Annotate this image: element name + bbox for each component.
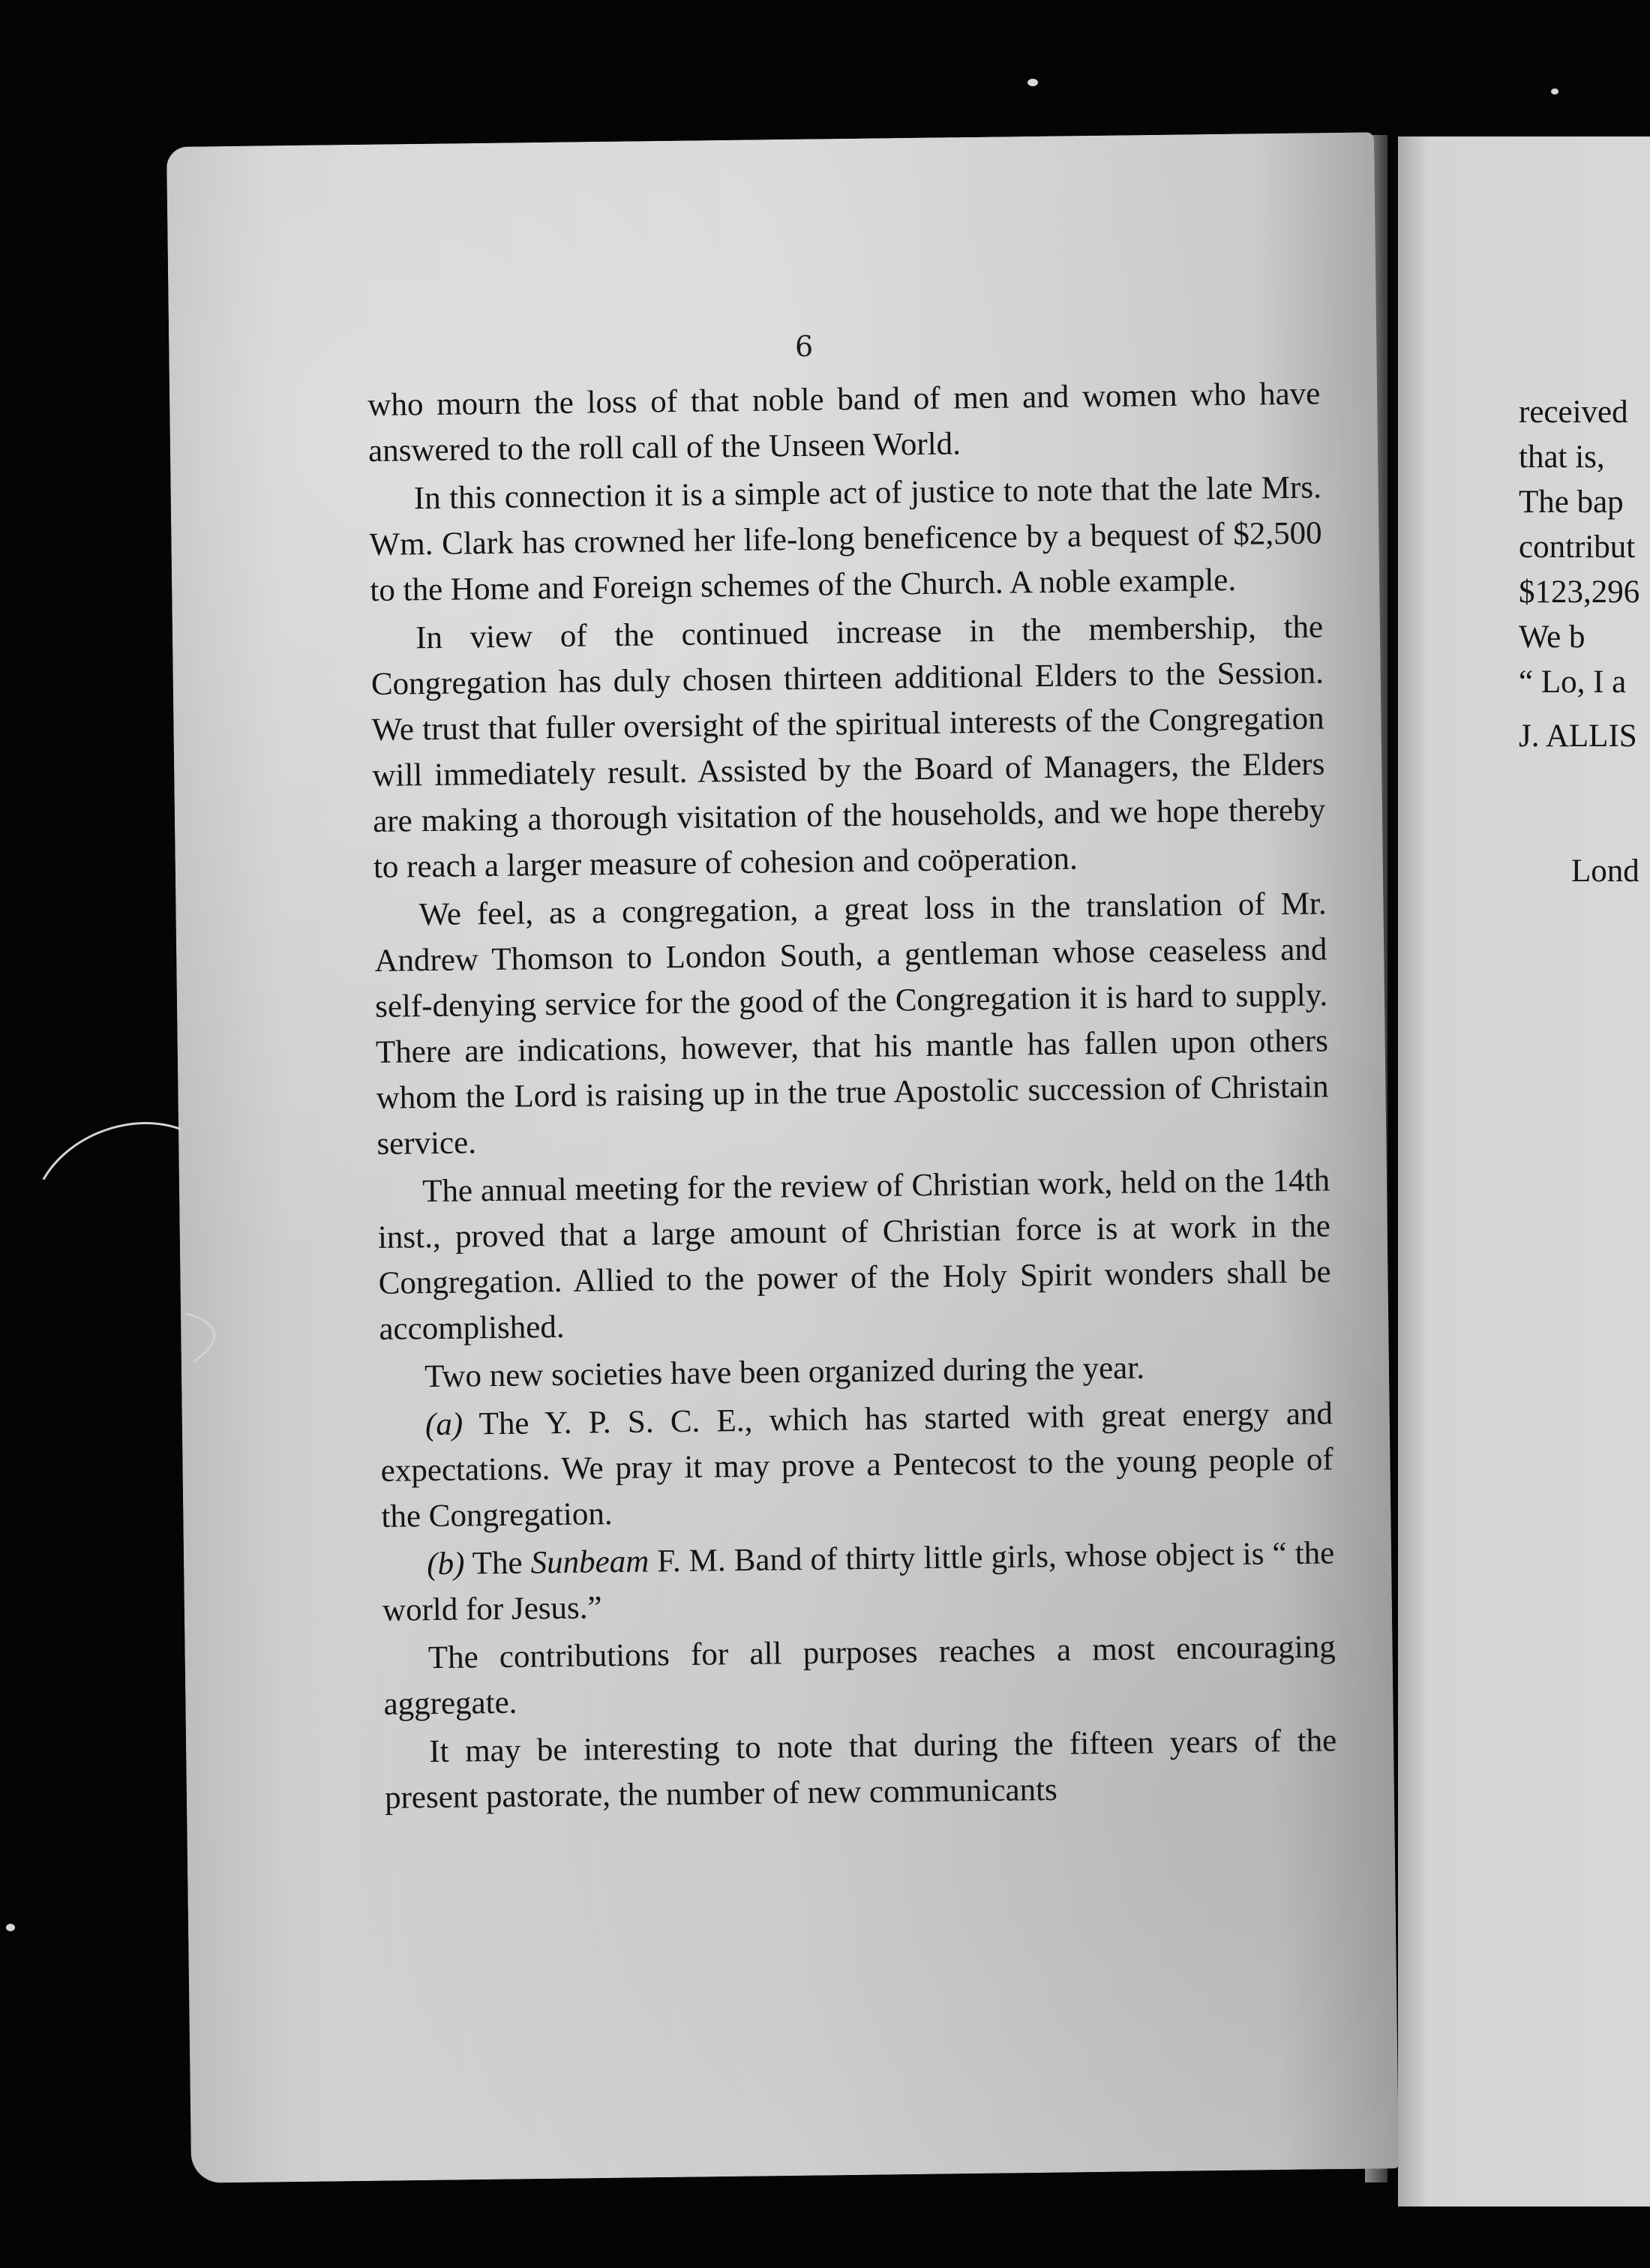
facing-fragment: The bap [1519,484,1624,520]
list-item-a [380,1390,1334,1540]
page-body-text [368,370,1337,1822]
facing-page-text [1519,390,1650,894]
item-marker-a: (a) [424,1406,464,1443]
dust-speck [1551,88,1558,94]
facing-fragment: $123,296 [1519,574,1640,610]
facing-fragment: Lond [1571,854,1640,889]
facing-fragment: J. ALLIS [1519,718,1637,754]
paragraph-clark-bequest: In this connection it is a simple act of justice to note that the late Mrs. Wm. Clark has crowned her life-long beneficence by a bequest of $2,500 to the Home and Foreign schemes of the Church. A noble example. [369,470,1322,608]
item-text-b-italic: Sunbeam [530,1544,650,1581]
list-item-b [382,1530,1335,1634]
paragraph-continuation: who mourn the loss of that noble band of men and women who have answered to the roll call of the Unseen World. [368,376,1321,469]
paragraph-elders: In view of the continued increase in the membership, the Congregation has duly chosen thirteen additional Elders to the Session. We trust that fuller oversight of the spiritual interests of the Congregation will immediately result. Assisted by the Board of Managers, the Elders are making a thorough visitation of the households, and we hope thereby to reach a larger measure of cohesion and coöperation. [370,609,1326,885]
paragraph-contributions: The contributions for all purposes reaches a most encouraging aggregate. [383,1629,1336,1722]
paragraph-thomson: We feel, as a congregation, a great loss in the translation of Mr. Andrew Thomson to London South, a gentleman whose ceaseless and self-denying service for the good of the Congregation it is hard to supply. There are indications, however, that his mantle has fallen upon others whom the Lord is raising up in the true Apostolic succession of Christain service. [374,886,1329,1162]
item-text-b-after: F. M. Band of thirty little girls, whose object is “ the world for Jesus.” [382,1535,1335,1628]
item-marker-b: (b) [426,1546,465,1582]
facing-fragment: that is, [1519,440,1605,475]
facing-fragment: “ Lo, I a [1519,664,1627,700]
dust-speck [6,1924,15,1931]
page-number: 6 [795,330,814,363]
facing-fragment: We b [1519,620,1586,655]
paragraph-annual-meeting: The annual meeting for the review of Christian work, held on the 14th inst., proved that a large amount of Christian force is at work in the Congregation. Allied to the power of the Holy Spirit wonders shall be accomplished. [377,1162,1331,1347]
dust-speck [1028,79,1038,86]
paragraph-new-societies: Two new societies have been organized during the year. [424,1350,1145,1395]
item-text-b-before: The [472,1545,523,1582]
facing-fragment: contribut [1519,530,1636,565]
paragraph-communicants: It may be interesting to note that during the fifteen years of the present pastorate, the number of new communicants [384,1723,1337,1816]
item-text-a: The Y. P. S. C. E., which has started with great energy and expectations. We pray it may prove a Pentecost to the young people of the Congregation. [380,1396,1334,1534]
facing-fragment: received [1519,394,1628,430]
facing-spacer [1519,759,1650,849]
